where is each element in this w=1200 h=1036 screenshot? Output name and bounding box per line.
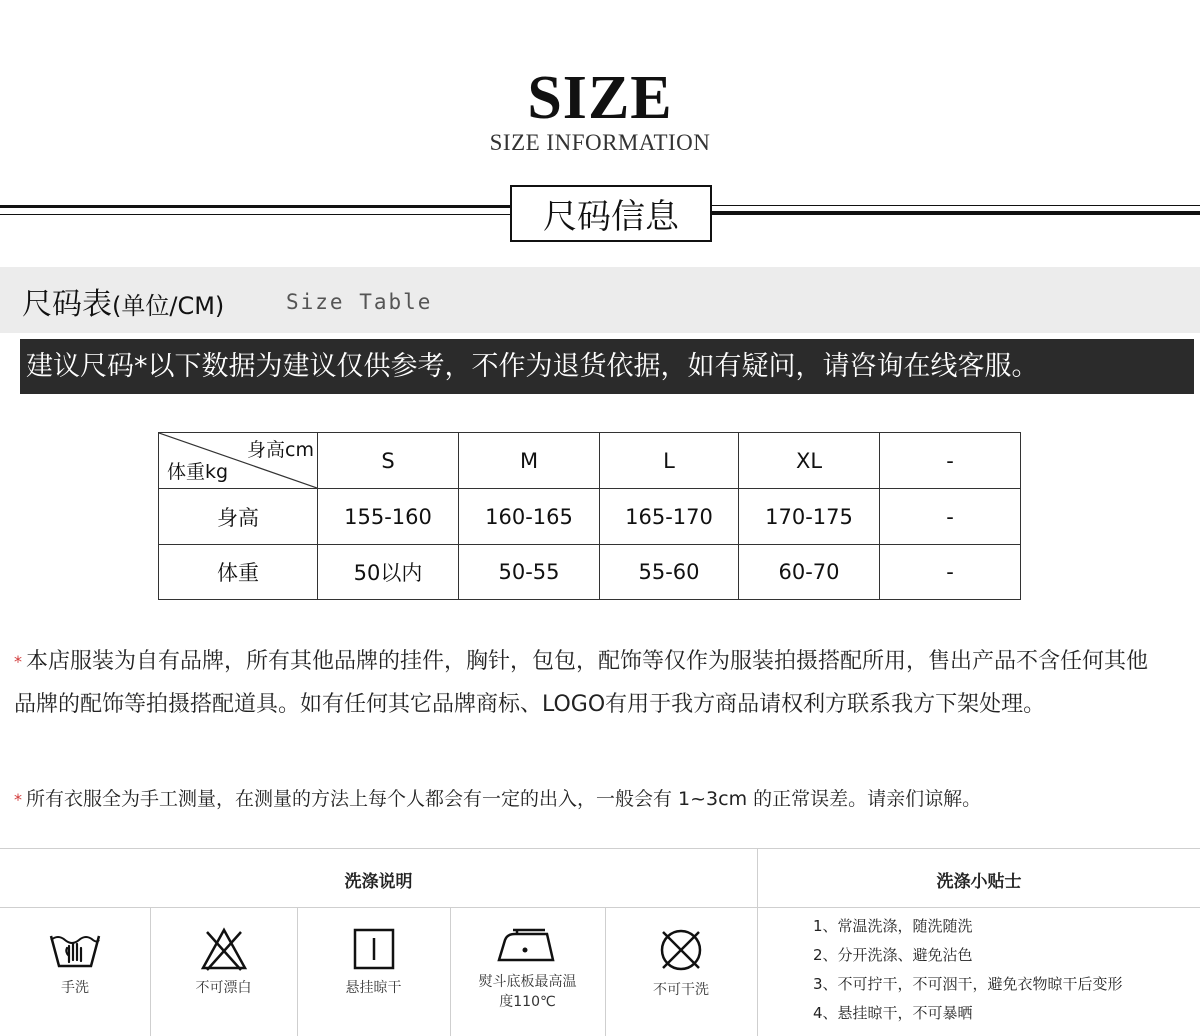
size-notice: 建议尺码*以下数据为建议仅供参考，不作为退货依据，如有疑问，请咨询在线客服。 bbox=[20, 339, 1194, 394]
brand-note-text: 本店服装为自有品牌，所有其他品牌的挂件，胸针，包包，配饰等仅作为服装拍摄搭配所用，售出产品不含任何其他品牌的配饰等拍摄搭配道具。如有任何其它品牌商标、LOGO有用于我方商品请权利方联系我方下架处理。 bbox=[14, 649, 1149, 717]
measure-note bbox=[14, 778, 1194, 821]
size-col-header: L bbox=[600, 433, 739, 489]
care-icon-cell bbox=[297, 908, 450, 1036]
care-icon-label: 悬挂晾干 bbox=[345, 980, 402, 996]
page-title: SIZE bbox=[527, 64, 673, 132]
wash-instructions-title: 洗涤说明 bbox=[344, 872, 413, 892]
size-col-header: S bbox=[318, 433, 459, 489]
table-cell: 170-175 bbox=[739, 489, 880, 545]
size-table-title-en: Size Table bbox=[286, 290, 433, 314]
hand-wash-icon bbox=[47, 926, 103, 972]
care-icon-label: 不可干洗 bbox=[653, 982, 709, 998]
wash-tips-title: 洗涤小贴士 bbox=[936, 872, 1022, 892]
table-cell: 155-160 bbox=[318, 489, 459, 545]
page-subtitle: SIZE INFORMATION bbox=[489, 130, 711, 155]
wash-tip: 2、分开洗涤、避免沾色 bbox=[813, 946, 973, 964]
table-cell: 165-170 bbox=[600, 489, 739, 545]
size-col-header: - bbox=[880, 433, 1021, 489]
care-section bbox=[0, 848, 1200, 1036]
corner-weight-label: 体重kg bbox=[167, 461, 229, 483]
measure-note-text: 所有衣服全为手工测量，在测量的方法上每个人都会有一定的出入，一般会有 1~3cm 的正常误差。请亲们谅解。 bbox=[26, 788, 982, 810]
size-table-unit: (单位/CM) bbox=[112, 292, 225, 320]
hang-dry-icon bbox=[351, 926, 397, 972]
table-cell: - bbox=[880, 489, 1021, 545]
divider-right-thick bbox=[710, 211, 1200, 215]
section-banner: 尺码信息 bbox=[510, 185, 712, 242]
row-label: 体重 bbox=[159, 545, 318, 600]
table-cell: 55-60 bbox=[600, 545, 739, 600]
no-dry-clean-icon bbox=[657, 926, 705, 974]
care-top-border bbox=[0, 848, 1200, 849]
table-cell: 160-165 bbox=[459, 489, 600, 545]
divider-right-thin bbox=[710, 205, 1200, 206]
care-icon-cell bbox=[450, 908, 605, 1036]
care-icon-cell bbox=[605, 908, 757, 1036]
care-icon-cell bbox=[0, 908, 150, 1036]
wash-tip: 3、不可拧干，不可洇干，避免衣物晾干后变形 bbox=[813, 975, 1123, 993]
table-cell: 50以内 bbox=[318, 545, 459, 600]
table-cell: 50-55 bbox=[459, 545, 600, 600]
wash-tip: 4、悬挂晾干，不可暴晒 bbox=[813, 1004, 973, 1022]
size-col-header: XL bbox=[739, 433, 880, 489]
no-bleach-icon bbox=[199, 926, 249, 972]
size-table-title bbox=[22, 279, 224, 323]
corner-height-label: 身高cm bbox=[247, 439, 314, 461]
red-star-icon: * bbox=[14, 790, 22, 809]
row-label: 身高 bbox=[159, 489, 318, 545]
red-star-icon: * bbox=[14, 652, 22, 671]
care-icon-label: 熨斗底板最高温度110℃ bbox=[478, 974, 577, 1010]
table-cell: 60-70 bbox=[739, 545, 880, 600]
size-col-header: M bbox=[459, 433, 600, 489]
size-table-row bbox=[159, 545, 1021, 600]
wash-tips-list bbox=[813, 912, 1123, 1028]
divider-left-thin bbox=[0, 214, 510, 215]
brand-note bbox=[14, 640, 1164, 726]
size-table-corner bbox=[159, 433, 318, 489]
divider-left-thick bbox=[0, 205, 510, 208]
care-icon-cell bbox=[150, 908, 297, 1036]
size-table-header-row bbox=[159, 433, 1021, 489]
size-table-row bbox=[159, 489, 1021, 545]
care-icon-label: 手洗 bbox=[61, 980, 89, 996]
iron-icon bbox=[495, 926, 561, 966]
table-cell: - bbox=[880, 545, 1021, 600]
size-table-title-cn: 尺码表 bbox=[22, 287, 112, 322]
care-icon-label: 不可漂白 bbox=[195, 980, 252, 996]
size-table bbox=[158, 432, 1021, 600]
wash-tip: 1、常温洗涤，随洗随洗 bbox=[813, 917, 973, 935]
